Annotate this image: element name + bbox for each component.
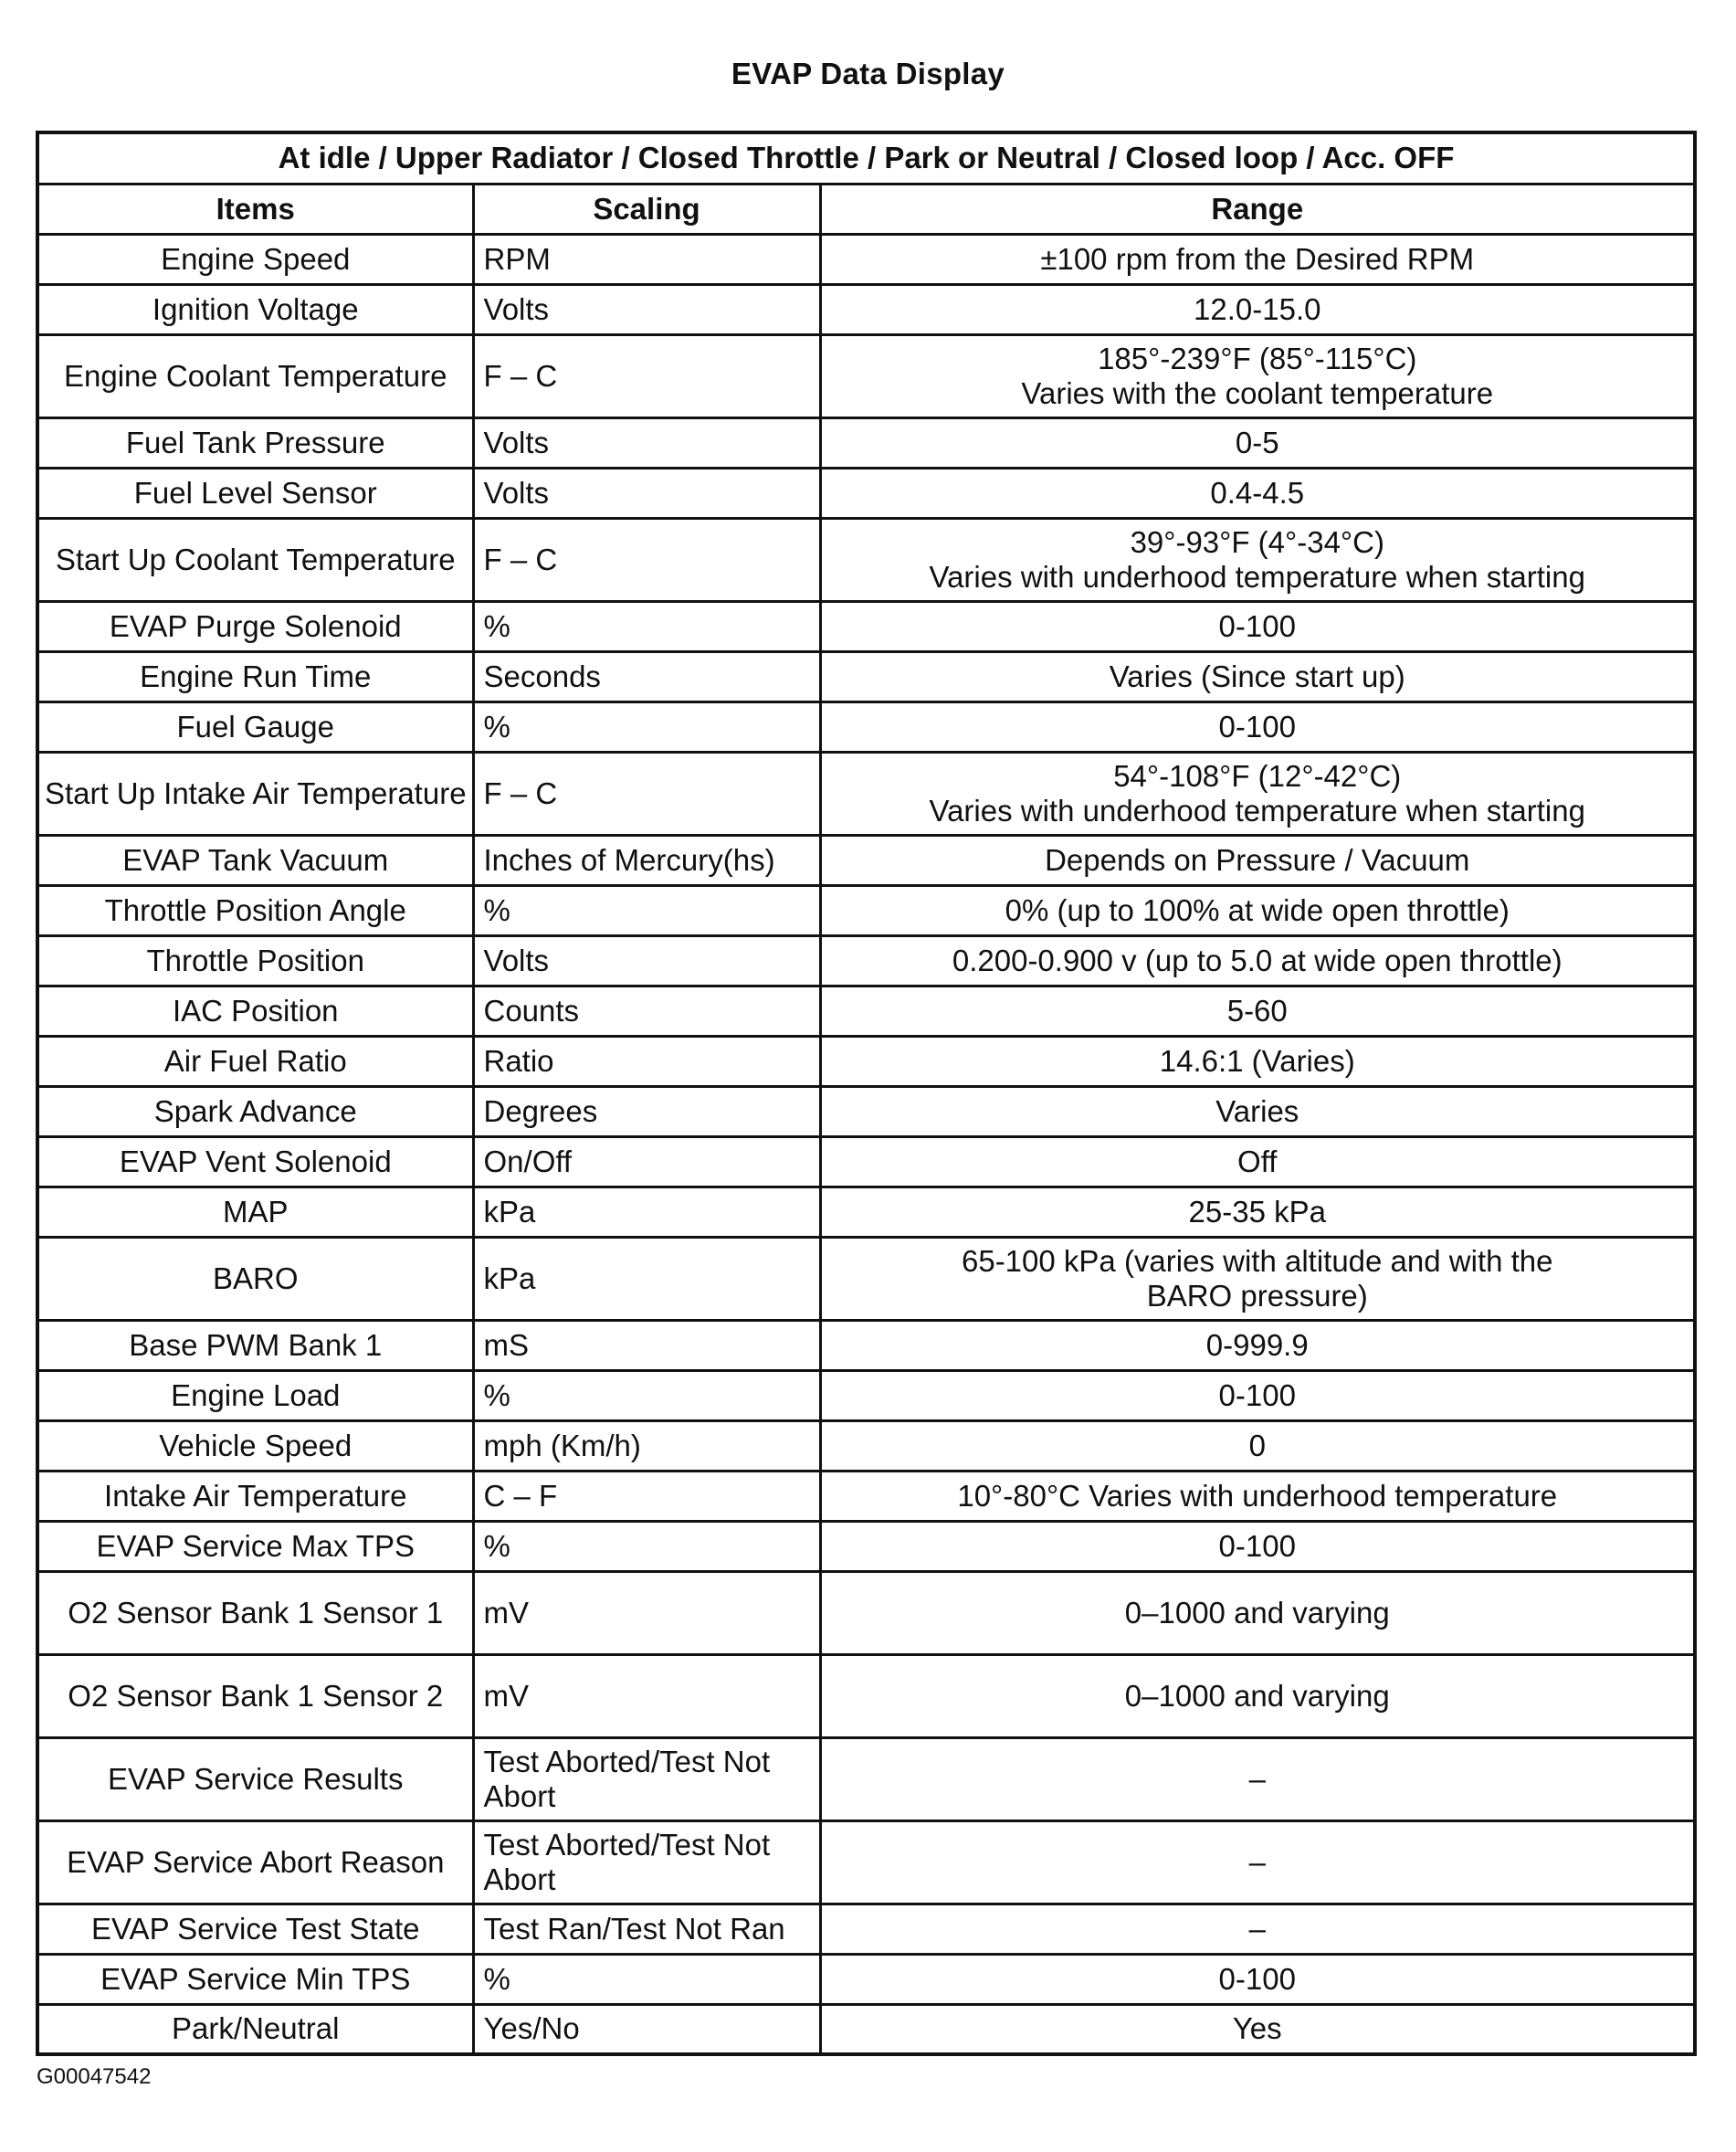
table-row [37,284,1695,334]
item-cell: EVAP Service Results [37,1737,473,1820]
table-row [37,935,1695,986]
scaling-cell: Yes/No [473,2004,820,2054]
range-cell [820,752,1695,835]
column-header-row [37,184,1695,234]
table-row [37,1571,1695,1654]
item-cell: Start Up Intake Air Temperature [37,752,473,835]
item-cell: Engine Load [37,1370,473,1420]
table-row [37,2004,1695,2054]
range-cell [820,1320,1695,1370]
item-cell: Air Fuel Ratio [37,1036,473,1086]
range-cell [820,468,1695,518]
range-line: Varies with underhood temperature when starting [929,793,1585,828]
range-cell [820,1237,1695,1320]
range-line: Varies (Since start up) [1109,659,1405,693]
scaling-cell: Seconds [473,651,820,702]
table-row [37,1737,1695,1820]
range-line: 5-60 [1226,993,1288,1028]
item-cell: Fuel Level Sensor [37,468,473,518]
range-cell [820,1820,1695,1904]
scaling-cell: C – F [473,1471,820,1521]
range-line: BARO pressure) [1146,1278,1368,1313]
item-cell: EVAP Tank Vacuum [37,835,473,885]
range-cell [820,651,1695,702]
scaling-cell: F – C [473,334,820,417]
figure-id: G00047542 [37,2064,152,2089]
item-cell: IAC Position [37,986,473,1036]
scaling-cell: Volts [473,468,820,518]
table-row [37,986,1695,1036]
evap-data-table [36,131,1697,2056]
page-title: EVAP Data Display [731,57,1005,90]
table-row [37,468,1695,518]
range-line: – [1248,1911,1266,1946]
table-row [37,334,1695,417]
table-row [37,1370,1695,1420]
range-line: 0% (up to 100% at wide open throttle) [1005,892,1510,927]
item-cell: Fuel Tank Pressure [37,417,473,468]
item-cell: Engine Run Time [37,651,473,702]
table-row [37,234,1695,284]
item-cell: MAP [37,1187,473,1237]
scaling-cell: % [473,1521,820,1571]
range-line: 0-100 [1218,1528,1296,1563]
range-cell [820,1420,1695,1471]
scaling-cell: Inches of Mercury(hs) [473,835,820,885]
scaling-cell: Test Aborted/Test Not Abort [473,1820,820,1904]
conditions-header: At idle / Upper Radiator / Closed Throttle / Park or Neutral / Closed loop / Acc. OFF [37,132,1695,184]
range-cell [820,284,1695,334]
scaling-cell: % [473,1370,820,1420]
range-cell [820,885,1695,935]
table-row [37,885,1695,935]
range-line: 65-100 kPa (varies with altitude and with the [961,1243,1553,1278]
range-cell [820,334,1695,417]
table-row [37,601,1695,651]
table-row [37,1086,1695,1136]
range-line: 0-999.9 [1205,1327,1309,1362]
range-cell [820,935,1695,986]
range-line: Yes [1232,2011,1282,2046]
scaling-cell: mV [473,1654,820,1737]
range-cell [820,1370,1695,1420]
range-line: 0-100 [1218,709,1296,744]
scaling-cell: Ratio [473,1036,820,1086]
range-cell [820,1521,1695,1571]
table-body [37,234,1695,2054]
item-cell: O2 Sensor Bank 1 Sensor 2 [37,1654,473,1737]
range-line: Off [1237,1144,1278,1178]
scaling-cell: Degrees [473,1086,820,1136]
table-row [37,651,1695,702]
range-cell [820,1571,1695,1654]
range-line: Varies with the coolant temperature [1021,375,1494,410]
table-row [37,1904,1695,1954]
item-cell: BARO [37,1237,473,1320]
range-cell [820,835,1695,885]
item-cell: Engine Speed [37,234,473,284]
range-cell [820,1136,1695,1187]
scaling-cell: Volts [473,935,820,986]
range-line: Depends on Pressure / Vacuum [1045,842,1470,877]
range-cell [820,986,1695,1036]
range-line: – [1248,1844,1266,1879]
scaling-cell: kPa [473,1187,820,1237]
range-line: 10°-80°C Varies with underhood temperature [957,1478,1558,1513]
range-line: 0–1000 and varying [1124,1678,1390,1713]
range-cell [820,1954,1695,2004]
range-cell [820,1086,1695,1136]
table-row [37,1654,1695,1737]
range-line: 0-5 [1235,425,1279,459]
table-row [37,1187,1695,1237]
item-cell: Throttle Position Angle [37,885,473,935]
range-line: 14.6:1 (Varies) [1159,1043,1355,1078]
range-cell [820,1737,1695,1820]
range-line: 0.200-0.900 v (up to 5.0 at wide open throttle) [952,943,1562,977]
scaling-cell: On/Off [473,1136,820,1187]
range-line: Varies with underhood temperature when starting [929,559,1585,594]
range-cell [820,702,1695,752]
table-row [37,1036,1695,1086]
scaling-cell: mph (Km/h) [473,1420,820,1471]
item-cell: Intake Air Temperature [37,1471,473,1521]
range-cell [820,234,1695,284]
scaling-cell: Volts [473,284,820,334]
range-cell [820,1036,1695,1086]
scaling-cell: RPM [473,234,820,284]
scaling-cell: mV [473,1571,820,1654]
item-cell: Vehicle Speed [37,1420,473,1471]
item-cell: Park/Neutral [37,2004,473,2054]
scaling-column-header: Scaling [473,184,820,234]
table-row [37,1420,1695,1471]
table-row [37,518,1695,601]
range-column-header: Range [820,184,1695,234]
range-cell [820,601,1695,651]
item-cell: EVAP Service Max TPS [37,1521,473,1571]
table-row [37,417,1695,468]
item-cell: Throttle Position [37,935,473,986]
scaling-cell: Volts [473,417,820,468]
range-cell [820,417,1695,468]
range-line: 12.0-15.0 [1194,291,1321,326]
table-row [37,1320,1695,1370]
scaling-cell: Test Aborted/Test Not Abort [473,1737,820,1820]
scaling-cell: % [473,1954,820,2004]
table-row [37,1136,1695,1187]
item-cell: EVAP Service Abort Reason [37,1820,473,1904]
table-row [37,752,1695,835]
item-cell: EVAP Purge Solenoid [37,601,473,651]
item-cell: Ignition Voltage [37,284,473,334]
range-cell [820,2004,1695,2054]
scaling-cell: Counts [473,986,820,1036]
scaling-cell: % [473,601,820,651]
range-line: ±100 rpm from the Desired RPM [1040,241,1475,276]
range-cell [820,518,1695,601]
range-cell [820,1187,1695,1237]
item-cell: EVAP Service Test State [37,1904,473,1954]
table-row [37,835,1695,885]
range-line: 0-100 [1218,1961,1296,1996]
table-row [37,1237,1695,1320]
range-line: 0 [1248,1428,1266,1462]
range-line: 54°-108°F (12°-42°C) [1113,758,1402,793]
item-cell: Start Up Coolant Temperature [37,518,473,601]
range-line: Varies [1215,1093,1299,1128]
range-line: 185°-239°F (85°-115°C) [1098,341,1417,375]
item-cell: Fuel Gauge [37,702,473,752]
scaling-cell: Test Ran/Test Not Ran [473,1904,820,1954]
items-column-header: Items [37,184,473,234]
scaling-cell: % [473,702,820,752]
table-row [37,1820,1695,1904]
range-line: 0-100 [1218,1377,1296,1412]
range-line: – [1248,1761,1266,1796]
table-row [37,1954,1695,2004]
range-line: 39°-93°F (4°-34°C) [1130,524,1384,559]
item-cell: O2 Sensor Bank 1 Sensor 1 [37,1571,473,1654]
scaling-cell: F – C [473,752,820,835]
conditions-row [37,132,1695,184]
table-row [37,1471,1695,1521]
range-line: 25-35 kPa [1188,1194,1326,1229]
table-row [37,1521,1695,1571]
item-cell: EVAP Service Min TPS [37,1954,473,2004]
item-cell: Base PWM Bank 1 [37,1320,473,1370]
scaling-cell: mS [473,1320,820,1370]
range-cell [820,1471,1695,1521]
table-row [37,702,1695,752]
range-cell [820,1904,1695,1954]
scaling-cell: % [473,885,820,935]
scaling-cell: F – C [473,518,820,601]
item-cell: EVAP Vent Solenoid [37,1136,473,1187]
scaling-cell: kPa [473,1237,820,1320]
item-cell: Engine Coolant Temperature [37,334,473,417]
range-line: 0.4-4.5 [1210,475,1305,510]
range-line: 0-100 [1218,608,1296,643]
range-cell [820,1654,1695,1737]
item-cell: Spark Advance [37,1086,473,1136]
range-line: 0–1000 and varying [1124,1595,1390,1630]
